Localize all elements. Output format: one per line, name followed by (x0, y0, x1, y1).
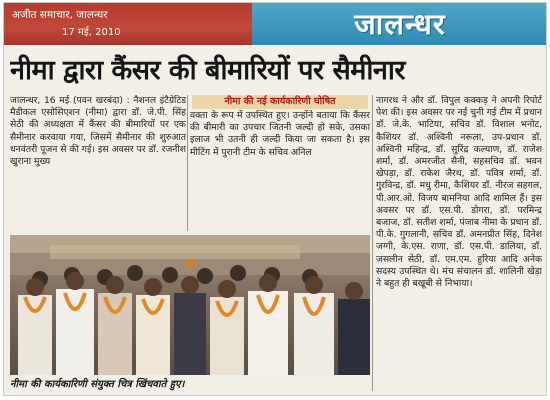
column-divider (187, 95, 188, 231)
masthead-strip (4, 3, 547, 45)
city-band (252, 3, 547, 45)
group-photo (10, 235, 370, 375)
photo-caption: नीमा की कार्यकारिणी संयुक्त चित्र खिंचवाते हुए। (10, 379, 185, 390)
publication-name: अजीत समाचार, जालन्धर (12, 9, 108, 21)
article-column-3: नागरथ ने और डॉ. विपुल कक्कड़ ने अपनी रिपोर्ट पेश की। इस अवसर पर नई चुनी गई टीम में प्रधान डॉ. जे.के. भाटिया, सचिव डॉ. विशाल भनोट, कैशियर डॉ. अश्विनी नरूला, उप-प्रधान डॉ. अश्विनी महिन्द्र, डॉ. सुरिंद्र कल्याण, डॉ. राजेश शर्मा, डॉ. अमरजीत सैनी, सहसचिव डॉ. भवन खेपड़ा, डॉ. राकेश जैरथ, डॉ. पवित्र शर्मा, डॉ. गुरविन्द्र, डॉ. मधु रीमा, कैशियर डॉ. नीरज सहगल, पी.आर.ओ. विजय बामनिया आदि शामिल हैं। इस अवसर पर डॉ. एस.पी. डोगरा, डॉ. परमिन्द्र बजाज, डॉ. सतीश शर्मा, पंजाब नीमा के प्रधान डॉ. पी.के. गुगलानी, सचिव डॉ. अमनप्रीत सिंह, दिनेश जग्गी, के.एस. राणा, डॉ. एस.पी. डालिया, डॉ. जसलीन सेठी, डॉ. एम.एम. हुरिया आदि अनेक सदस्य उपस्थित थे। मंच संचालन डॉ. शालिनी खेड़ा ने बहुत ही बखूबी से निभाया। (376, 95, 542, 290)
article-column-1: जालन्धर, 16 मई (पवन खरबंदा) : नैशनल इंटैग्रेटिड मैडीकल एसोसिएशन (नीमा) द्वारा डॉ. जे.पी. सिंह सेठी की अध्यक्षता में कैंसर की बीमारियों पर एक सैमीनार करवाया गया, जिसमें सैमीनार की शुरुआत धनवंतरी पूजन से की गई। इस अवसर पर डॉ. रजनीश खुराना मुख्य (10, 95, 186, 168)
newspaper-clipping (3, 2, 547, 396)
publication-band (4, 3, 252, 45)
column-divider (372, 95, 373, 391)
city-title: जालन्धर (354, 7, 446, 41)
article-headline: नीमा द्वारा कैंसर की बीमारियों पर सैमीनार (10, 55, 405, 86)
publication-date: 17 मई, 2010 (62, 27, 121, 38)
article-subheading: नीमा की नई कार्यकारिणी घोषित (192, 95, 368, 109)
article-column-2: वक्ता के रूप में उपस्थित हुए। उन्होंने बताया कि कैंसर की बीमारी का उपचार जितनी जल्दी हो सके, उसका इलाज भी उतनी ही जल्दी किया जा सकता है। इस मीटिंग में पुरानी टीम के सचिव अनिल (190, 110, 370, 158)
group-photo-illustration (10, 235, 370, 375)
